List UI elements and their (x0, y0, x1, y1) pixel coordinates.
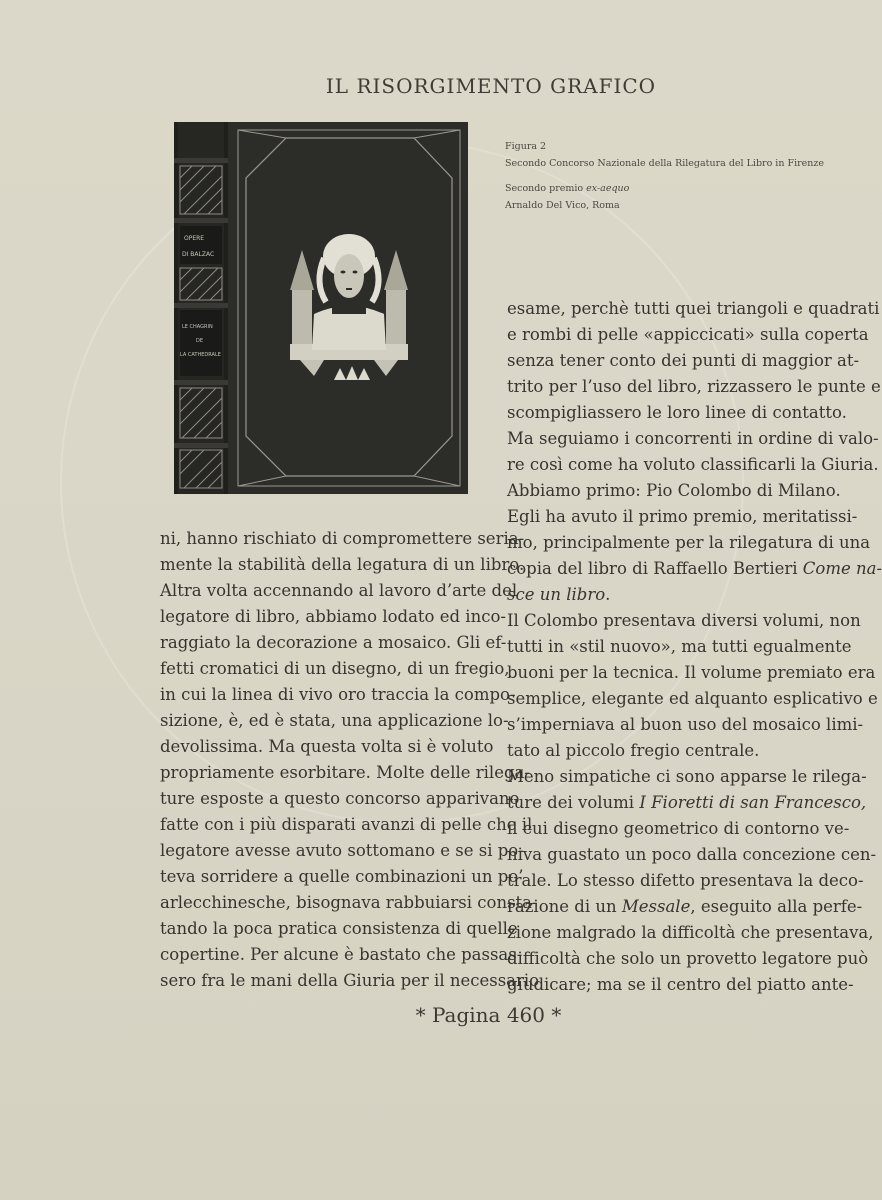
text-line: Altra volta accennando al lavoro d’arte del (160, 581, 518, 600)
text-line: Egli ha avuto il primo premio, meritatissi- (507, 507, 858, 526)
text-line: tando la poca pratica consistenza di quelle (160, 919, 518, 938)
text-line: raggiato la decorazione a mosaico. Gli ef- (160, 633, 507, 652)
text-line: Meno simpatiche ci sono apparse le rilega- (507, 767, 867, 786)
text-line: Abbiamo primo: Pio Colombo di Milano. (507, 481, 841, 500)
bookbinding-illustration (174, 118, 470, 498)
text-line: trale. Lo stesso difetto presentava la deco- (507, 871, 864, 890)
text-line: esame, perchè tutti quei triangoli e quadrati (507, 299, 880, 318)
page-number: * Pagina 460 * (415, 1003, 562, 1027)
text-line: devolissima. Ma questa volta si è voluto (160, 737, 494, 756)
spine-label-2-line1: LE CHAGRIN (182, 324, 213, 330)
caption-contest: Secondo Concorso Nazionale della Rilegatura del Libro in Firenze (505, 158, 825, 169)
caption-author: Arnaldo Del Vico, Roma (505, 200, 620, 211)
text-line: ture dei volumi I Fioretti di san Francesco, (507, 793, 867, 812)
text-line: scompigliassero le loro linee di contatto. (507, 403, 847, 422)
text-line: ni, hanno rischiato di compromettere seria- (160, 529, 525, 548)
text-column-left (160, 526, 540, 994)
caption-figure-number: Figura 2 (505, 141, 547, 152)
text-line: teva sorridere a quelle combinazioni un po’ (160, 867, 524, 886)
text-line: legatore di libro, abbiamo lodato ed inco- (160, 607, 506, 626)
text-line: semplice, elegante ed alquanto esplicativo e (507, 689, 878, 708)
text-line: propriamente esorbitare. Molte delle rilega- (160, 763, 530, 782)
text-line: tato al piccolo fregio centrale. (507, 741, 760, 760)
spine-label-1-line1: OPERE (184, 235, 205, 242)
text-line: Ma seguiamo i concorrenti in ordine di valo- (507, 429, 879, 448)
text-line: giudicare; ma se il centro del piatto ante- (507, 975, 854, 994)
text-line: fatte con i più disparati avanzi di pelle che il (160, 815, 533, 834)
text-line: ture esposte a questo concorso apparivano (160, 789, 520, 808)
text-line: senza tener conto dei punti di maggior at- (507, 351, 860, 370)
text-line: arlecchinesche, bisognava rabbuiarsi consta- (160, 893, 538, 912)
text-line: sero fra le mani della Giuria per il necessario (160, 971, 540, 990)
text-line: il cui disegno geometrico di contorno ve- (507, 819, 850, 838)
spine-label-1-line2: DI BALZAC (182, 251, 215, 258)
caption-prize-prefix: Secondo premio (505, 183, 587, 194)
spine-label-2-line3: LA CATHEDRALE (180, 352, 221, 358)
text-line: difficoltà che solo un provetto legatore può (507, 949, 869, 968)
text-line: copia del libro di Raffaello Bertieri Come na- (507, 559, 882, 578)
text-line: Il Colombo presentava diversi volumi, non (507, 611, 861, 630)
text-line: re così come ha voluto classificarli la Giuria. (507, 455, 879, 474)
text-line: legatore avesse avuto sottomano e se si po- (160, 841, 524, 860)
text-line: in cui la linea di vivo oro traccia la compo- (160, 685, 516, 704)
spine-label-2-line2: DE (196, 338, 204, 344)
text-line: mo, principalmente per la rilegatura di una (507, 533, 871, 552)
caption-prize (505, 180, 845, 197)
text-line: sce un libro. (507, 585, 611, 604)
text-column-right (507, 296, 882, 998)
text-line: zione malgrado la difficoltà che presentava, (507, 923, 874, 942)
text-line: fetti cromatici di un disegno, di un fregio, (160, 659, 510, 678)
text-line: tutti in «stil nuovo», ma tutti egualmente (507, 637, 852, 656)
page-footer (0, 1003, 882, 1027)
text-line: e rombi di pelle «appiccicati» sulla coperta (507, 325, 869, 344)
header-title: IL RISORGIMENTO GRAFICO (325, 74, 657, 98)
figure-caption (505, 138, 845, 214)
text-line: sizione, è, ed è stata, una applicazione lo- (160, 711, 509, 730)
caption-prize-italic: ex-aequo (586, 183, 630, 194)
text-line: trito per l’uso del libro, rizzassero le punte e (507, 377, 881, 396)
text-line: buoni per la tecnica. Il volume premiato era (507, 663, 876, 682)
text-line: niva guastato un poco dalla concezione cen- (507, 845, 877, 864)
text-line: s’imperniava al buon uso del mosaico limi- (507, 715, 864, 734)
text-line: razione di un Messale, eseguito alla perfe- (507, 897, 863, 916)
running-header (0, 74, 882, 98)
text-line: copertine. Per alcune è bastato che passas- (160, 945, 523, 964)
text-line: mente la stabilità della legatura di un libro. (160, 555, 525, 574)
